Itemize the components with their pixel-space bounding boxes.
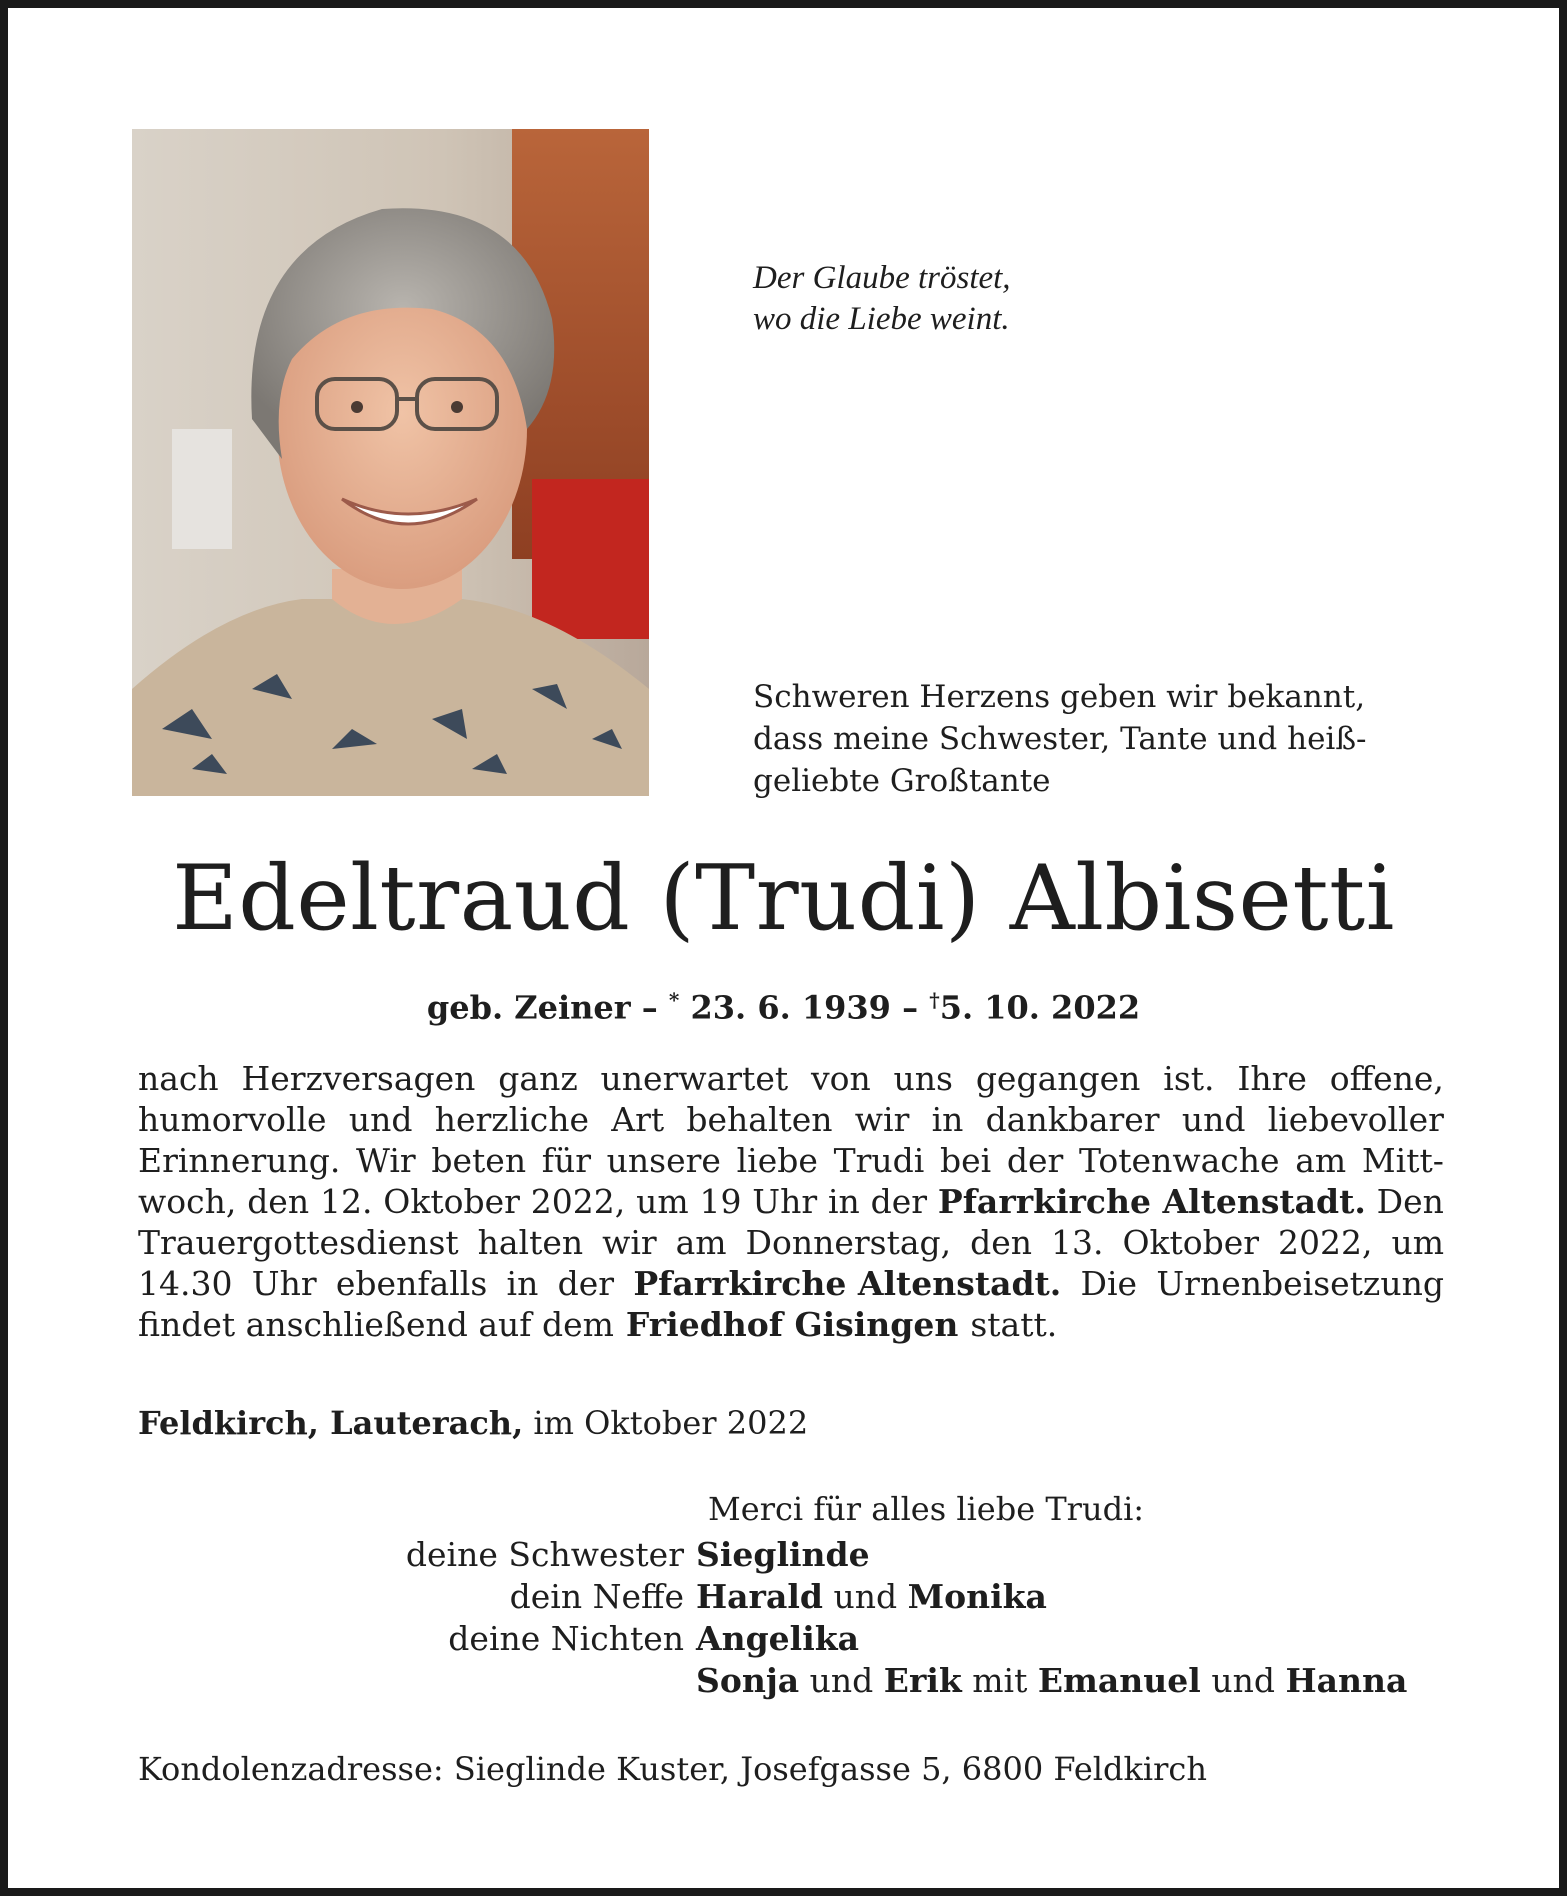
intro-line: dass meine Schwester, Tante und heiß- xyxy=(753,721,1367,757)
portrait-illustration xyxy=(132,129,649,796)
body-line-7 xyxy=(138,1304,1444,1345)
body-word: Donnerstag, xyxy=(745,1223,952,1262)
body-word: ganz xyxy=(498,1059,578,1098)
relative-name: Hanna xyxy=(1285,1661,1408,1700)
body-line-6 xyxy=(138,1263,1444,1304)
body-word: 19 xyxy=(699,1182,742,1221)
relative-name: Harald xyxy=(696,1577,823,1616)
relative-name: Sieglinde xyxy=(696,1535,870,1574)
conjunction: und xyxy=(822,1577,908,1616)
conjunction: mit xyxy=(961,1661,1038,1700)
relative-row xyxy=(308,1576,1468,1618)
body-word: Oktober xyxy=(383,1182,520,1221)
body-word: gegangen xyxy=(975,1059,1141,1098)
church-name: Pfarrkirche Altenstadt. xyxy=(937,1182,1366,1221)
body-word: in xyxy=(827,1182,860,1221)
death-cross-icon: † xyxy=(929,988,940,1012)
body-word: für xyxy=(541,1141,591,1180)
body-word: nach xyxy=(138,1059,219,1098)
body-line-3 xyxy=(138,1140,1444,1181)
date-separator: – xyxy=(630,988,669,1027)
body-word: uns xyxy=(893,1059,953,1098)
body-word: und xyxy=(1181,1100,1246,1139)
body-word: Trudi xyxy=(833,1141,925,1180)
condolence-address: Kondolenzadresse: Sieglinde Kuster, Josefgasse 5, 6800 Feldkirch xyxy=(138,1750,1207,1788)
body-word: halten xyxy=(477,1223,584,1262)
body-word: beten xyxy=(431,1141,527,1180)
body-word: Urnenbeisetzung xyxy=(1156,1264,1444,1303)
death-date: 5. 10. 2022 xyxy=(939,988,1141,1027)
relative-name: Erik xyxy=(883,1661,962,1700)
body-word: Ihre xyxy=(1237,1059,1307,1098)
month-year: im Oktober 2022 xyxy=(523,1404,809,1442)
birth-star-icon: * xyxy=(668,988,680,1012)
relative-name: Monika xyxy=(907,1577,1047,1616)
body-word: von xyxy=(810,1059,871,1098)
intro-line: geliebte Großtante xyxy=(753,763,1051,799)
body-word: unerwartet xyxy=(600,1059,789,1098)
conjunction: und xyxy=(799,1661,884,1700)
relative-name: Emanuel xyxy=(1037,1661,1201,1700)
body-line-5 xyxy=(138,1222,1444,1263)
relatives-list xyxy=(308,1534,1468,1702)
body-word: in xyxy=(931,1100,964,1139)
body-word: am xyxy=(1295,1141,1347,1180)
place-and-date xyxy=(138,1402,808,1444)
body-word: der xyxy=(870,1182,928,1221)
body-word: ebenfalls xyxy=(335,1264,488,1303)
body-word: Den xyxy=(1376,1182,1444,1221)
body-word: in xyxy=(506,1264,539,1303)
body-word: Erinnerung. xyxy=(138,1141,341,1180)
relative-role: dein Neffe xyxy=(509,1577,684,1616)
body-word: und xyxy=(348,1100,413,1139)
body-word: Die xyxy=(1080,1264,1138,1303)
body-word: um xyxy=(636,1182,689,1221)
body-word: Uhr xyxy=(251,1264,317,1303)
thanks-line: Merci für alles liebe Trudi: xyxy=(708,1490,1145,1528)
body-word: der xyxy=(1006,1141,1064,1180)
relative-name: Angelika xyxy=(696,1619,859,1658)
body-word: liebe xyxy=(736,1141,818,1180)
body-word: bei xyxy=(939,1141,992,1180)
relative-row xyxy=(308,1534,1468,1576)
body-word: offene, xyxy=(1329,1059,1444,1098)
relative-role: deine Schwester xyxy=(405,1535,684,1574)
body-word: um xyxy=(1391,1223,1444,1262)
body-word: am xyxy=(675,1223,727,1262)
deceased-name: Edeltraud (Trudi) Albisetti xyxy=(172,846,1395,951)
birth-date: 23. 6. 1939 xyxy=(679,988,891,1027)
portrait-photo xyxy=(132,129,649,796)
body-word: Mitt- xyxy=(1361,1141,1444,1180)
church-name: Pfarrkirche Altenstadt. xyxy=(633,1264,1062,1303)
body-word: den xyxy=(247,1182,310,1221)
body-word: 12. xyxy=(319,1182,373,1221)
body-word: der xyxy=(557,1264,615,1303)
intro-line: Schweren Herzens geben wir bekannt, xyxy=(753,679,1366,715)
body-word: 13. xyxy=(1051,1223,1104,1262)
cemetery-name: Friedhof Gisingen xyxy=(625,1305,959,1344)
body-word: Wir xyxy=(356,1141,416,1180)
body-word: 14.30 xyxy=(138,1264,233,1303)
body-word: Uhr xyxy=(752,1182,818,1221)
body-word: Herzversagen xyxy=(241,1059,476,1098)
motto-line: Der Glaube tröstet, xyxy=(753,260,1011,296)
places: Feldkirch, Lauterach, xyxy=(138,1404,524,1442)
body-text: statt. xyxy=(970,1305,1058,1344)
body-word: Trauergottesdienst xyxy=(138,1223,459,1262)
body-word: 2022, xyxy=(530,1182,626,1221)
announcement-body xyxy=(138,1058,1444,1345)
body-word: unsere xyxy=(606,1141,721,1180)
relative-role: deine Nichten xyxy=(448,1619,684,1658)
body-word: Totenwache xyxy=(1078,1141,1280,1180)
body-word: wir xyxy=(854,1100,910,1139)
body-word: herzliche xyxy=(434,1100,590,1139)
body-word: behalten xyxy=(686,1100,833,1139)
relative-row xyxy=(308,1660,1468,1702)
intro-text xyxy=(753,676,1453,802)
body-word: woch, xyxy=(138,1182,237,1221)
body-word: dankbarer xyxy=(985,1100,1160,1139)
body-line-2 xyxy=(138,1099,1444,1140)
body-word: humorvolle xyxy=(138,1100,327,1139)
body-line-4 xyxy=(138,1181,1444,1222)
motto-line: wo die Liebe weint. xyxy=(753,301,1010,337)
birth-name: geb. Zeiner xyxy=(426,988,631,1027)
body-word: Oktober xyxy=(1122,1223,1260,1262)
body-word: 2022, xyxy=(1278,1223,1373,1262)
conjunction: und xyxy=(1200,1661,1286,1700)
body-word: Art xyxy=(611,1100,665,1139)
body-word: wir xyxy=(602,1223,657,1262)
date-separator: – xyxy=(890,988,930,1027)
body-word: liebevoller xyxy=(1267,1100,1444,1139)
relative-name: Sonja xyxy=(696,1661,800,1700)
body-text: findet anschließend auf dem xyxy=(138,1305,614,1344)
body-line-1 xyxy=(138,1058,1444,1099)
body-word: den xyxy=(970,1223,1033,1262)
relative-row xyxy=(308,1618,1468,1660)
motto-quote xyxy=(753,258,1173,340)
life-dates xyxy=(8,978,1559,1030)
body-word: ist. xyxy=(1163,1059,1215,1098)
